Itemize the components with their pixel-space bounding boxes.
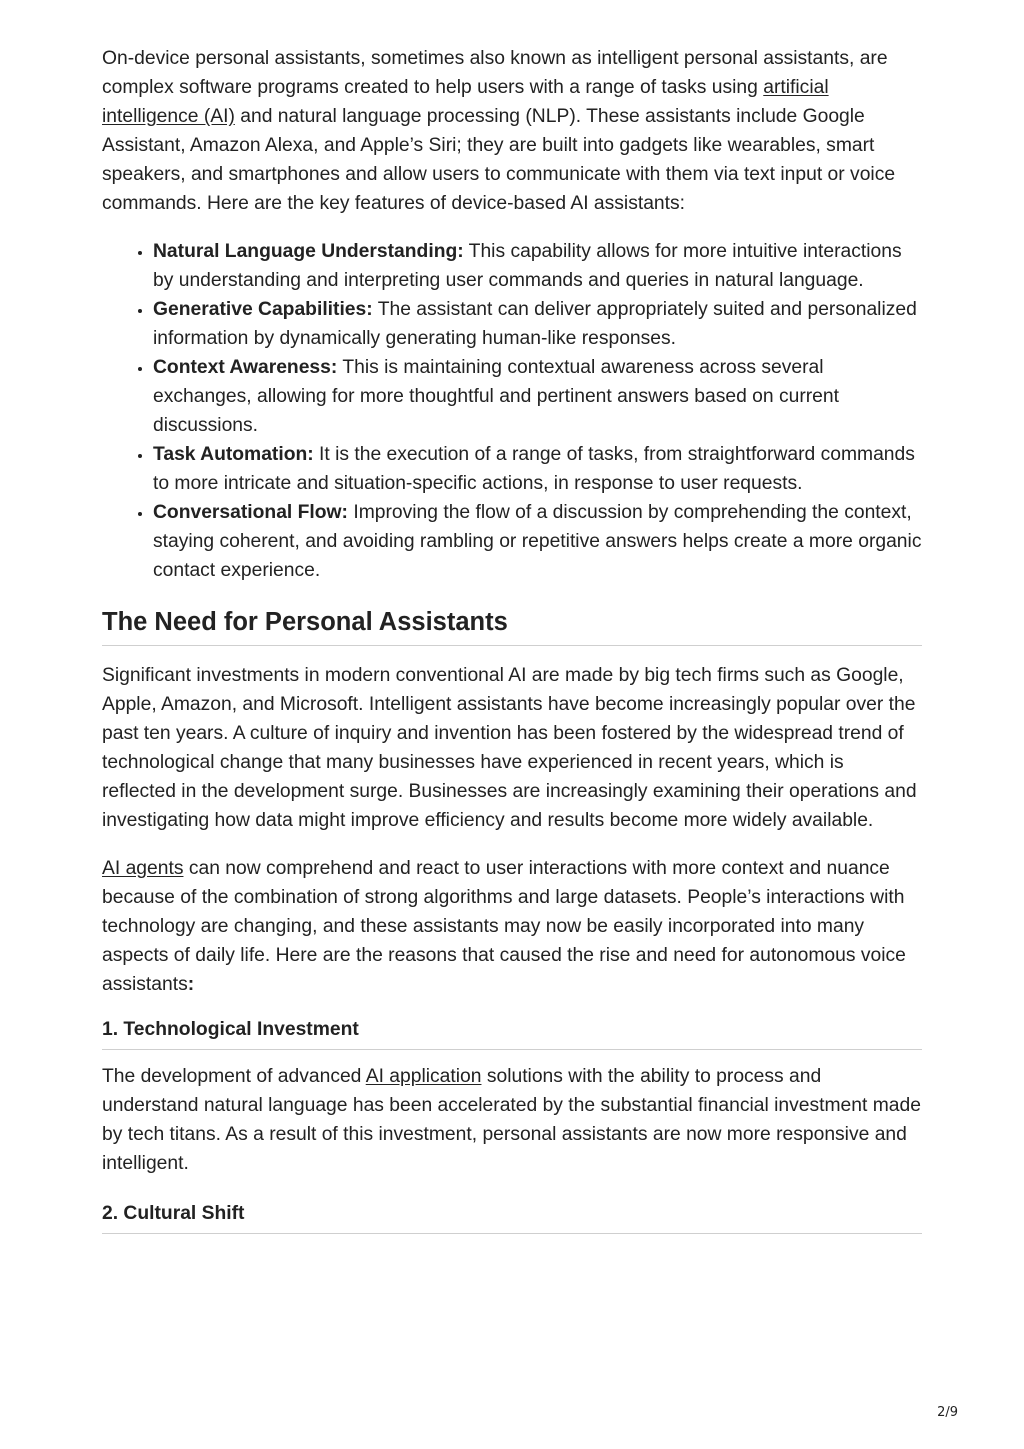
intro-text-2: and natural language processing (NLP). These assistants include Google Assistant, Amazon Alexa, and Apple’s Siri; they are built into gadgets like wearables, smart speakers, and smartphones and allow users to communicate with them via text input or voice commands. Here are the key features of device-based AI assistants:: [102, 106, 896, 214]
feature-term: Task Automation:: [153, 444, 314, 465]
tech-text-1: The development of advanced: [102, 1066, 366, 1087]
need-paragraph-2-text: can now comprehend and react to user interactions with more context and nuance because of the combination of strong algorithms and large datasets. People’s interactions with technology are changing, and these assistants may now be easily incorporated into many aspects of daily life. Here are the reasons that caused the rise and need for autonomous voice assistants: [102, 858, 906, 995]
feature-term: Context Awareness:: [153, 357, 338, 378]
subsection-heading-2: 2. Cultural Shift: [102, 1202, 922, 1234]
feature-text: This capability allows for more intuitive interactions by understanding and interpreting user commands and queries in natural language.: [153, 241, 902, 291]
list-item: [153, 237, 922, 295]
intro-text-1: On-device personal assistants, sometimes also known as intelligent personal assistants, are complex software programs created to help users with a range of tasks using: [102, 48, 888, 98]
feature-text: Improving the flow of a discussion by comprehending the context, staying coherent, and avoiding rambling or repetitive answers helps create a more organic contact experience.: [153, 502, 922, 581]
list-item: [153, 295, 922, 353]
subsection-heading-1: 1. Technological Investment: [102, 1018, 922, 1050]
ai-application-link[interactable]: AI application: [365, 1066, 482, 1087]
features-list: [102, 237, 922, 585]
list-item: [153, 353, 922, 440]
feature-text: The assistant can deliver appropriately suited and personalized information by dynamically generating human-like responses.: [153, 299, 917, 349]
article-content: [102, 44, 922, 1246]
list-item: [153, 440, 922, 498]
list-item: [153, 498, 922, 585]
feature-term: Conversational Flow:: [153, 502, 348, 523]
section-heading: The Need for Personal Assistants: [102, 607, 922, 646]
need-paragraph-2-colon: :: [187, 974, 195, 995]
feature-text: It is the execution of a range of tasks, from straightforward commands to more intricate and situation-specific actions, in response to user requests.: [153, 444, 915, 494]
tech-investment-paragraph: [102, 1062, 922, 1178]
intro-paragraph: [102, 44, 922, 218]
need-paragraph-1: Significant investments in modern conventional AI are made by big tech firms such as Google, Apple, Amazon, and Microsoft. Intelligent assistants have become increasingly popular over the past ten years. A culture of inquiry and invention has been fostered by the widespread trend of technological change that many businesses have experienced in recent years, which is reflected in the development surge. Businesses are increasingly examining their operations and investigating how data might improve efficiency and results become more widely available.: [102, 665, 917, 831]
need-paragraph-2: [102, 854, 922, 999]
ai-link[interactable]: artificial intelligence (AI): [102, 77, 829, 127]
feature-term: Natural Language Understanding:: [153, 241, 464, 262]
feature-text: This is maintaining contextual awareness across several exchanges, allowing for more thoughtful and pertinent answers based on current discussions.: [153, 357, 839, 436]
page-number: 2/9: [937, 1405, 958, 1420]
feature-term: Generative Capabilities:: [153, 299, 373, 320]
ai-agents-link[interactable]: AI agents: [102, 858, 184, 879]
tech-text-2: solutions with the ability to process and understand natural language has been accelerated by the substantial financial investment made by tech titans. As a result of this investment, personal assistants are now more responsive and intelligent.: [102, 1066, 921, 1174]
